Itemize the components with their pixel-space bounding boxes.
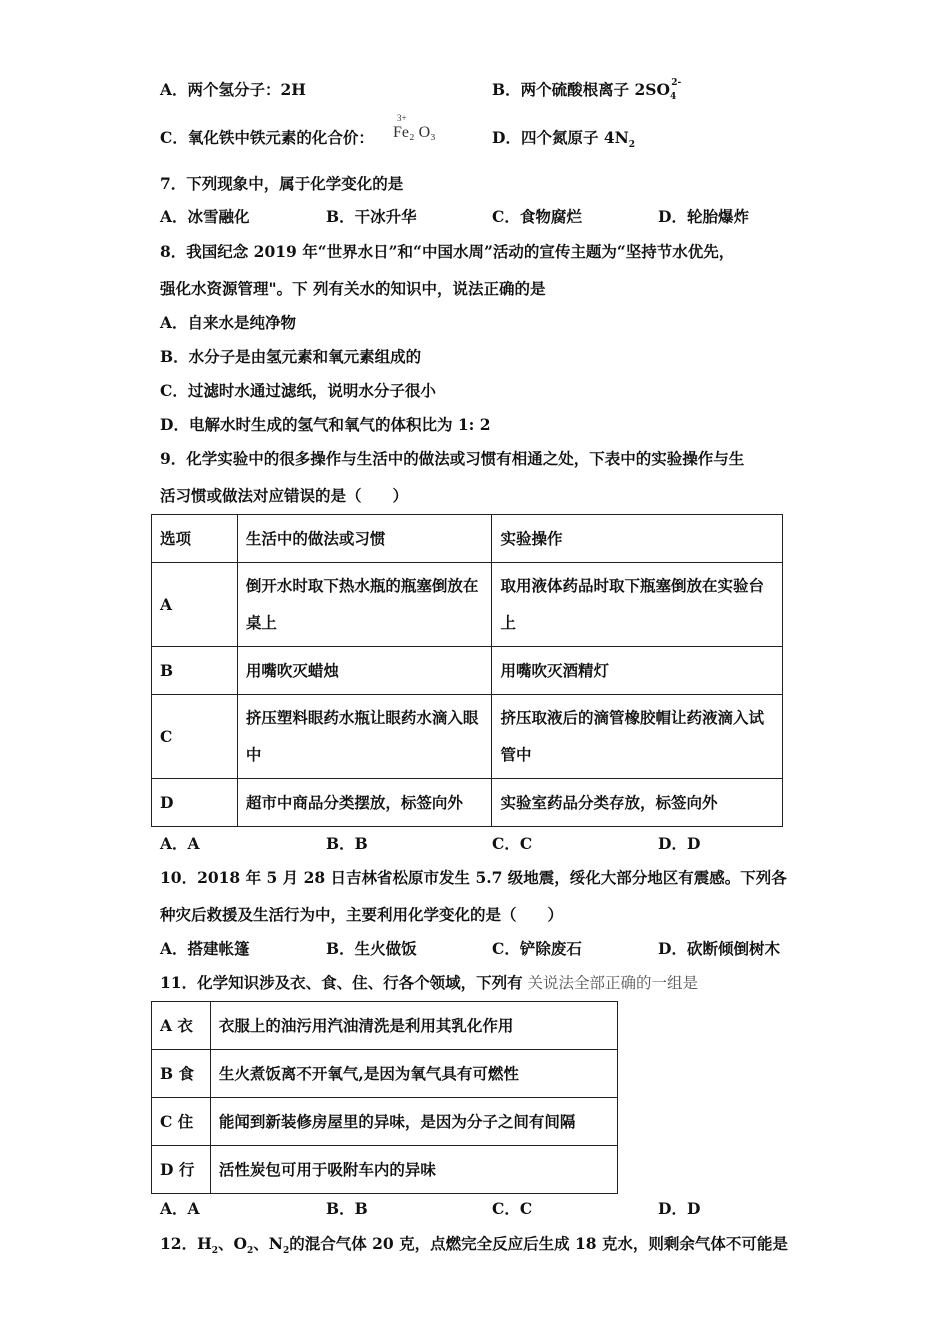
q9-header-life: 生活中的做法或习惯 xyxy=(237,515,492,563)
q11-row-text: 生火煮饭离不开氧气,是因为氧气具有可燃性 xyxy=(210,1050,617,1098)
q9-table xyxy=(151,514,783,827)
q12-stem: 12．$H_2$、$O_2$、$N_2$的混合气体 20 克，点燃完全反应后生成 18 克水，则剩余气体不可能是 xyxy=(160,1234,788,1257)
q7-option-a: A．冰雪融化 xyxy=(160,207,250,226)
q11-stem: 11．化学知识涉及衣、食、住、行各个领域，下列有 关说法全部正确的一组是 xyxy=(160,973,699,992)
q9-row-d-option: D xyxy=(152,779,238,827)
q11-option-b: B．B xyxy=(326,1199,368,1218)
q9-row-a-option: A xyxy=(152,563,238,647)
q9-option-b: B．B xyxy=(326,834,368,853)
q8-option-a: A．自来水是纯净物 xyxy=(160,313,297,332)
q9-table-header xyxy=(152,515,783,563)
q6-option-b: B．两个硫酸根离子 $2SO_4^{2-}$ xyxy=(492,77,682,103)
q8-option-b: B．水分子是由氢元素和氧元素组成的 xyxy=(160,347,422,366)
q8-stem-line1: 8．我国纪念 2019 年“世界水日”和“中国水周”活动的宣传主题为“坚持节水优先， xyxy=(160,242,735,261)
q9-row-c-lab: 挤压取液后的滴管橡胶帽让药液滴入试管中 xyxy=(492,695,783,779)
q9-row-b-lab: 用嘴吹灭酒精灯 xyxy=(492,647,783,695)
q11-row-label: B 食 xyxy=(152,1050,211,1098)
table-row xyxy=(152,647,783,695)
q9-row-c-life: 挤压塑料眼药水瓶让眼药水滴入眼中 xyxy=(237,695,492,779)
q10-option-b: B．生火做饭 xyxy=(326,939,417,958)
table-row xyxy=(152,563,783,647)
q11-row-label: D 行 xyxy=(152,1146,211,1194)
q8-option-c: C．过滤时水通过滤纸，说明水分子很小 xyxy=(160,381,436,400)
q7-stem: 7．下列现象中，属于化学变化的是 xyxy=(160,174,404,193)
table-row xyxy=(152,1146,618,1194)
q10-stem-line2: 种灾后救援及生活行为中，主要利用化学变化的是（ ） xyxy=(160,905,564,924)
q9-option-c: C．C xyxy=(492,834,533,853)
q9-row-b-option: B xyxy=(152,647,238,695)
q11-row-text: 活性炭包可用于吸附车内的异味 xyxy=(210,1146,617,1194)
q9-stem-line1: 9．化学实验中的很多操作与生活中的做法或习惯有相通之处，下表中的实验操作与生 xyxy=(160,449,745,468)
q11-table xyxy=(151,1001,618,1194)
q9-header-lab: 实验操作 xyxy=(492,515,783,563)
q9-row-d-lab: 实验室药品分类存放，标签向外 xyxy=(492,779,783,827)
q8-stem-line2: 强化水资源管理"。下 列有关水的知识中，说法正确的是 xyxy=(160,279,546,298)
q9-row-d-life: 超市中商品分类摆放，标签向外 xyxy=(237,779,492,827)
q11-row-text: 衣服上的油污用汽油清洗是利用其乳化作用 xyxy=(210,1002,617,1050)
q11-option-d: D．D xyxy=(658,1199,701,1218)
iron-oxide-formula: 3+ Fe₂ O₃ xyxy=(393,113,436,141)
q8-option-d: D．电解水时生成的氢气和氧气的体积比为 1: 2 xyxy=(160,415,491,434)
iron-charge-label: 3+ xyxy=(397,113,407,123)
q11-option-c: C．C xyxy=(492,1199,533,1218)
q9-row-a-life: 倒开水时取下热水瓶的瓶塞倒放在桌上 xyxy=(237,563,492,647)
table-row xyxy=(152,1098,618,1146)
q11-row-text: 能闻到新装修房屋里的异味，是因为分子之间有间隔 xyxy=(210,1098,617,1146)
q9-row-c-option: C xyxy=(152,695,238,779)
q6-option-d: D．四个氮原子 $4N_2$ xyxy=(492,128,636,151)
q10-option-c: C．铲除废石 xyxy=(492,939,582,958)
q6-option-c: C．氧化铁中铁元素的化合价： xyxy=(160,128,374,147)
q10-option-a: A．搭建帐篷 xyxy=(160,939,250,958)
table-row xyxy=(152,695,783,779)
table-row xyxy=(152,1050,618,1098)
q9-option-a: A．A xyxy=(160,834,200,853)
q9-header-option: 选项 xyxy=(152,515,238,563)
q9-row-a-lab: 取用液体药品时取下瓶塞倒放在实验台上 xyxy=(492,563,783,647)
q10-option-d: D．砍断倾倒树木 xyxy=(658,939,780,958)
q11-row-label: A 衣 xyxy=(152,1002,211,1050)
table-row xyxy=(152,779,783,827)
q7-option-b: B．干冰升华 xyxy=(326,207,417,226)
q11-row-label: C 住 xyxy=(152,1098,211,1146)
q9-stem-line2: 活习惯或做法对应错误的是（ ） xyxy=(160,486,409,505)
q9-option-d: D．D xyxy=(658,834,701,853)
table-row xyxy=(152,1002,618,1050)
q9-row-b-life: 用嘴吹灭蜡烛 xyxy=(237,647,492,695)
q11-option-a: A．A xyxy=(160,1199,200,1218)
q7-option-c: C．食物腐烂 xyxy=(492,207,582,226)
q7-option-d: D．轮胎爆炸 xyxy=(658,207,749,226)
q10-stem-line1: 10．2018 年 5 月 28 日吉林省松原市发生 5.7 级地震，绥化大部分地区有震感。下列各 xyxy=(160,868,787,887)
q6-option-a: A．两个氢分子：2H xyxy=(160,80,306,99)
